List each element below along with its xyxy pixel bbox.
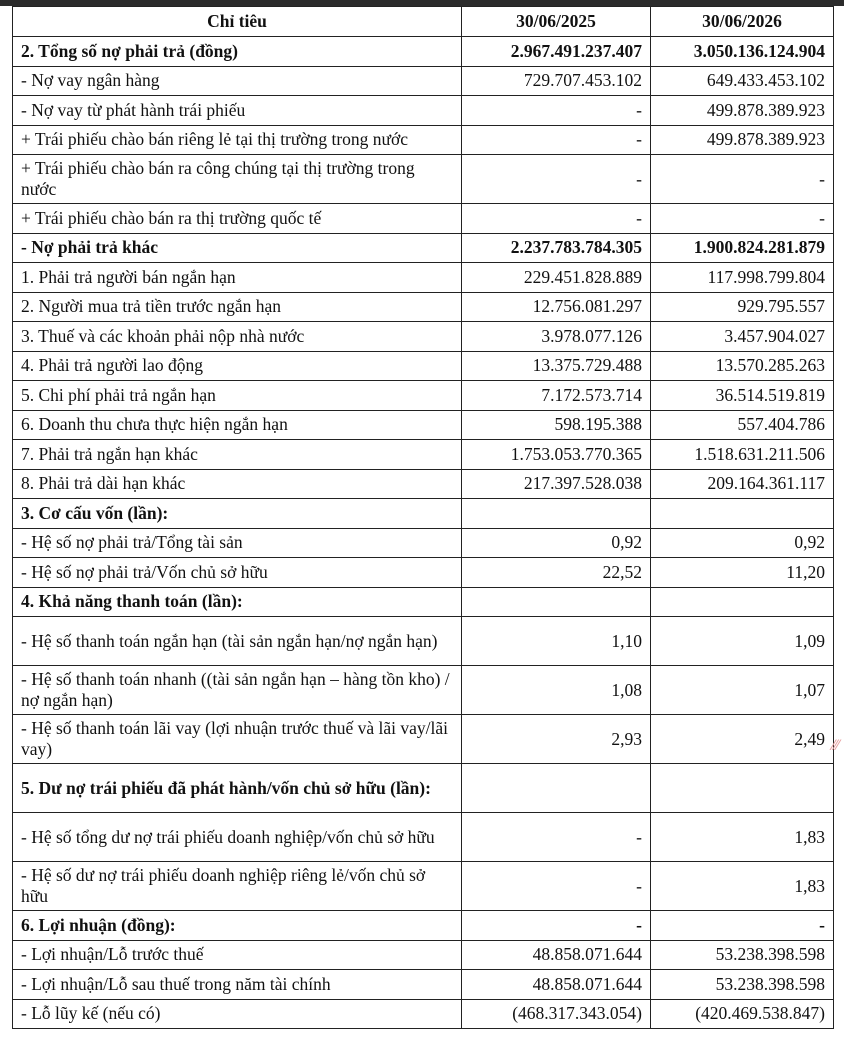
- value-2025: 2,93: [462, 715, 651, 764]
- row-label: - Hệ số tổng dư nợ trái phiếu doanh nghiệp/vốn chủ sở hữu: [13, 813, 462, 862]
- value-2025: 48.858.071.644: [462, 940, 651, 970]
- table-row: [13, 940, 834, 970]
- value-2026: 2,49: [651, 715, 834, 764]
- side-decoration-mark: ⁄⁄⁄: [832, 738, 840, 754]
- value-2025: -: [462, 96, 651, 126]
- value-2026: -: [651, 155, 834, 204]
- table-row: [13, 666, 834, 715]
- value-2025: 48.858.071.644: [462, 970, 651, 1000]
- value-2026: 36.514.519.819: [651, 381, 834, 411]
- table-row: [13, 911, 834, 941]
- table-row: [13, 999, 834, 1029]
- value-2025: 229.451.828.889: [462, 263, 651, 293]
- row-label: 3. Thuế và các khoản phải nộp nhà nước: [13, 322, 462, 352]
- value-2026: 1.518.631.211.506: [651, 440, 834, 470]
- value-2026: (420.469.538.847): [651, 999, 834, 1029]
- table-row: [13, 715, 834, 764]
- table-row: [13, 410, 834, 440]
- row-label: 2. Người mua trả tiền trước ngắn hạn: [13, 292, 462, 322]
- row-label: 7. Phải trả ngắn hạn khác: [13, 440, 462, 470]
- value-2025: [462, 764, 651, 813]
- row-label: - Lợi nhuận/Lỗ trước thuế: [13, 940, 462, 970]
- value-2026: 1,83: [651, 813, 834, 862]
- row-label: - Nợ vay từ phát hành trái phiếu: [13, 96, 462, 126]
- table-row: [13, 617, 834, 666]
- value-2026: [651, 764, 834, 813]
- value-2025: 12.756.081.297: [462, 292, 651, 322]
- table-row: [13, 970, 834, 1000]
- table-row: [13, 96, 834, 126]
- value-2026: -: [651, 911, 834, 941]
- value-2025: 1,08: [462, 666, 651, 715]
- row-label: - Hệ số dư nợ trái phiếu doanh nghiệp riêng lẻ/vốn chủ sở hữu: [13, 862, 462, 911]
- table-row: [13, 764, 834, 813]
- table-row: [13, 440, 834, 470]
- row-label: - Lỗ lũy kế (nếu có): [13, 999, 462, 1029]
- value-2025: 217.397.528.038: [462, 469, 651, 499]
- row-label: - Hệ số nợ phải trả/Tổng tài sản: [13, 528, 462, 558]
- table-row: [13, 204, 834, 234]
- value-2025: -: [462, 813, 651, 862]
- table-body: [13, 37, 834, 1029]
- value-2026: [651, 499, 834, 529]
- row-label: 4. Khả năng thanh toán (lần):: [13, 587, 462, 617]
- row-label: 4. Phải trả người lao động: [13, 351, 462, 381]
- value-2025: 729.707.453.102: [462, 66, 651, 96]
- row-label: 3. Cơ cấu vốn (lần):: [13, 499, 462, 529]
- value-2025: -: [462, 204, 651, 234]
- value-2025: 2.237.783.784.305: [462, 233, 651, 263]
- value-2025: 13.375.729.488: [462, 351, 651, 381]
- row-label: - Hệ số thanh toán ngắn hạn (tài sản ngắn hạn/nợ ngắn hạn): [13, 617, 462, 666]
- value-2026: 3.457.904.027: [651, 322, 834, 352]
- value-2025: 7.172.573.714: [462, 381, 651, 411]
- row-label: 1. Phải trả người bán ngắn hạn: [13, 263, 462, 293]
- value-2025: 1,10: [462, 617, 651, 666]
- table-row: [13, 587, 834, 617]
- table-row: [13, 381, 834, 411]
- table-row: [13, 351, 834, 381]
- value-2026: 1,83: [651, 862, 834, 911]
- table-row: [13, 499, 834, 529]
- value-2026: 1,09: [651, 617, 834, 666]
- row-label: 6. Lợi nhuận (đồng):: [13, 911, 462, 941]
- row-label: - Hệ số thanh toán lãi vay (lợi nhuận trước thuế và lãi vay/lãi vay): [13, 715, 462, 764]
- financial-indicators-table: [12, 6, 834, 1029]
- row-label: - Lợi nhuận/Lỗ sau thuế trong năm tài chính: [13, 970, 462, 1000]
- table-row: [13, 155, 834, 204]
- row-label: 5. Chi phí phải trả ngắn hạn: [13, 381, 462, 411]
- row-label: 5. Dư nợ trái phiếu đã phát hành/vốn chủ sở hữu (lần):: [13, 764, 462, 813]
- row-label: + Trái phiếu chào bán ra thị trường quốc tế: [13, 204, 462, 234]
- row-label: - Hệ số thanh toán nhanh ((tài sản ngắn hạn – hàng tồn kho) / nợ ngắn hạn): [13, 666, 462, 715]
- value-2026: [651, 587, 834, 617]
- table-row: [13, 558, 834, 588]
- row-label: + Trái phiếu chào bán ra công chúng tại thị trường trong nước: [13, 155, 462, 204]
- value-2026: 499.878.389.923: [651, 96, 834, 126]
- row-label: 6. Doanh thu chưa thực hiện ngắn hạn: [13, 410, 462, 440]
- value-2025: 22,52: [462, 558, 651, 588]
- table-row: [13, 233, 834, 263]
- value-2025: -: [462, 911, 651, 941]
- value-2026: 929.795.557: [651, 292, 834, 322]
- value-2025: [462, 499, 651, 529]
- value-2025: 0,92: [462, 528, 651, 558]
- value-2025: 1.753.053.770.365: [462, 440, 651, 470]
- header-indicator: Chỉ tiêu: [13, 7, 462, 37]
- row-label: 8. Phải trả dài hạn khác: [13, 469, 462, 499]
- table-row: [13, 322, 834, 352]
- value-2025: 3.978.077.126: [462, 322, 651, 352]
- value-2025: -: [462, 125, 651, 155]
- row-label: - Nợ phải trả khác: [13, 233, 462, 263]
- value-2025: 598.195.388: [462, 410, 651, 440]
- value-2026: 11,20: [651, 558, 834, 588]
- value-2025: [462, 587, 651, 617]
- table-row: [13, 125, 834, 155]
- table-row: [13, 66, 834, 96]
- value-2026: 1.900.824.281.879: [651, 233, 834, 263]
- value-2025: 2.967.491.237.407: [462, 37, 651, 67]
- table-header-row: [13, 7, 834, 37]
- row-label: + Trái phiếu chào bán riêng lẻ tại thị trường trong nước: [13, 125, 462, 155]
- value-2026: 557.404.786: [651, 410, 834, 440]
- header-2025: 30/06/2025: [462, 7, 651, 37]
- value-2026: 499.878.389.923: [651, 125, 834, 155]
- value-2026: -: [651, 204, 834, 234]
- value-2026: 13.570.285.263: [651, 351, 834, 381]
- table-row: [13, 862, 834, 911]
- value-2026: 649.433.453.102: [651, 66, 834, 96]
- value-2025: -: [462, 862, 651, 911]
- table-row: [13, 469, 834, 499]
- value-2026: 53.238.398.598: [651, 970, 834, 1000]
- table-row: [13, 292, 834, 322]
- table-row: [13, 813, 834, 862]
- table-row: [13, 37, 834, 67]
- value-2026: 117.998.799.804: [651, 263, 834, 293]
- value-2026: 0,92: [651, 528, 834, 558]
- value-2025: -: [462, 155, 651, 204]
- table-row: [13, 528, 834, 558]
- row-label: - Nợ vay ngân hàng: [13, 66, 462, 96]
- value-2026: 53.238.398.598: [651, 940, 834, 970]
- row-label: 2. Tổng số nợ phải trả (đồng): [13, 37, 462, 67]
- value-2026: 3.050.136.124.904: [651, 37, 834, 67]
- value-2025: (468.317.343.054): [462, 999, 651, 1029]
- value-2026: 209.164.361.117: [651, 469, 834, 499]
- value-2026: 1,07: [651, 666, 834, 715]
- header-2026: 30/06/2026: [651, 7, 834, 37]
- row-label: - Hệ số nợ phải trả/Vốn chủ sở hữu: [13, 558, 462, 588]
- table-row: [13, 263, 834, 293]
